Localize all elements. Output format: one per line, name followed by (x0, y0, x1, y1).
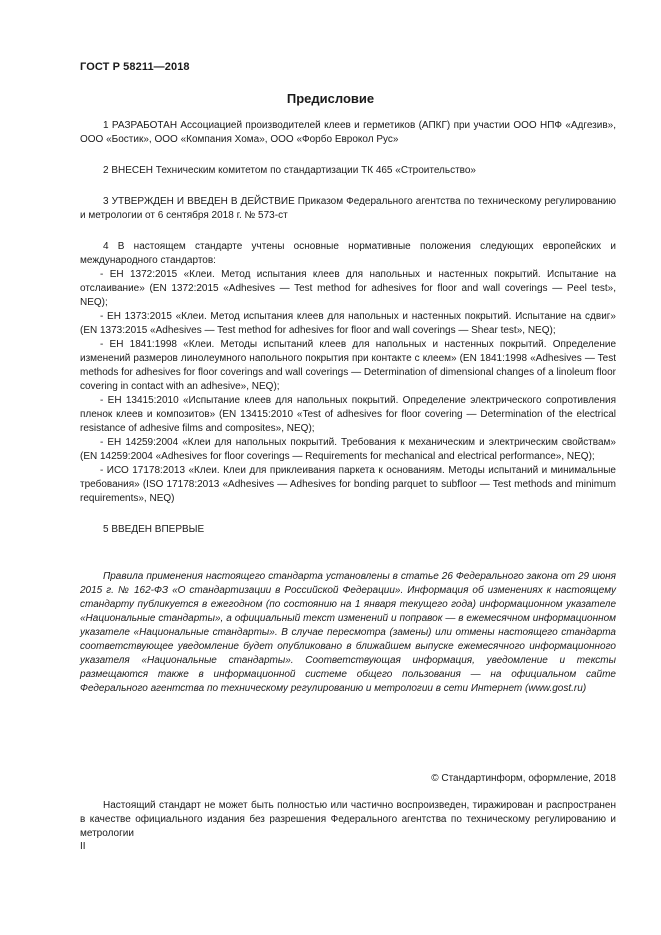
foreword-body (80, 119, 616, 537)
standard-list-item: - ИСО 17178:2013 «Клеи. Клеи для приклеивания паркета к основаниям. Методы испытаний и минимальные требования» (ISO 17178:2013 «Adhesives — Adhesives for bonding parquet to subfloor — Test methods and minimum requirements», NEQ) (80, 465, 616, 504)
page-number: II (80, 841, 86, 852)
application-rules-notice (80, 570, 616, 696)
notice-text: Правила применения настоящего стандарта установлены в статье 26 Федерального закона от 29 июня 2015 г. № 162-ФЗ «О стандартизации в Российской Федерации». Информация об изменениях к настоящему стандарту публикуется в ежегодном (по состоянию на 1 января текущего года) информационном указателе «Национальные стандарты», а официальный текст изменений и поправок — в ежемесячном информационном указателе «Национальные стандарты». В случае пересмотра (замены) или отмены настоящего стандарта соответствующее уведомление будет опубликовано в ближайшем выпуске ежемесячного информационного указателя «Национальные стандарты». Соответствующая информация, уведомление и тексты размещаются также в информационной системе общего пользования — на официальном сайте Федерального агентства по техническому регулированию и метрологии в сети Интернет (www.gost.ru) (80, 571, 616, 694)
foreword-paragraph-5: 5 ВВЕДЕН ВПЕРВЫЕ (103, 524, 205, 535)
document-code: ГОСТ Р 58211—2018 (80, 61, 190, 73)
copyright-line: © Стандартинформ, оформление, 2018 (431, 773, 616, 784)
foreword-paragraph-3: 3 УТВЕРЖДЕН И ВВЕДЕН В ДЕЙСТВИЕ Приказом Федерального агентства по техническому регулированию и метрологии от 6 сентября 2018 г. № 573-ст (80, 196, 616, 221)
foreword-title: Предисловие (286, 91, 375, 106)
reproduction-text: Настоящий стандарт не может быть полностью или частично воспроизведен, тиражирован и распространен в качестве официального издания без разрешения Федерального агентства по техническому регулированию и метрологии (80, 800, 616, 839)
standard-list-item: - ЕН 1841:1998 «Клеи. Методы испытаний клеев для напольных и настенных покрытий. Определение изменений размеров линолеумного напольного покрытия при контакте с клеем» (EN 1841:1998 «Adhesives — Test methods for adhesives for floor coverings and wall coverings — Determination of dimensional changes of a linoleum floor covering in contact with an adhesive», NEQ); (80, 339, 616, 392)
reproduction-notice (80, 799, 616, 841)
foreword-paragraph-1: 1 РАЗРАБОТАН Ассоциацией производителей клеев и герметиков (АПКГ) при участии ООО НПФ «Адгезив», ООО «Бостик», ООО «Компания Хома», ООО «Форбо Еврокол Рус» (80, 120, 616, 145)
foreword-paragraph-2: 2 ВНЕСЕН Техническим комитетом по стандартизации ТК 465 «Строительство» (103, 165, 476, 176)
standard-list-item: - ЕН 1373:2015 «Клеи. Метод испытания клеев для напольных и настенных покрытий. Испытание на сдвиг» (EN 1373:2015 «Adhesives — Test method for adhesives for floor and wall coverings — Shear test», NEQ); (80, 311, 616, 336)
standard-list-item: - ЕН 14259:2004 «Клеи для напольных покрытий. Требования к механическим и электрическим свойствам» (EN 14259:2004 «Adhesives for floor coverings — Requirements for mechanical and electrical performance», NEQ); (80, 437, 616, 462)
foreword-paragraph-4: 4 В настоящем стандарте учтены основные нормативные положения следующих европейских и международного стандартов: (80, 241, 616, 266)
standard-list-item: - ЕН 13415:2010 «Испытание клеев для напольных покрытий. Определение электрического сопротивления пленок клеев и композитов» (EN 13415:2010 «Test of adhesives for floor covering — Determination of the electrical resistance of adhesive films and composites», NEQ); (80, 395, 616, 434)
standard-list-item: - ЕН 1372:2015 «Клеи. Метод испытания клеев для напольных и настенных покрытий. Испытание на отслаивание» (EN 1372:2015 «Adhesives — Test method for adhesives for floor and wall coverings — Peel test», NEQ); (80, 269, 616, 308)
